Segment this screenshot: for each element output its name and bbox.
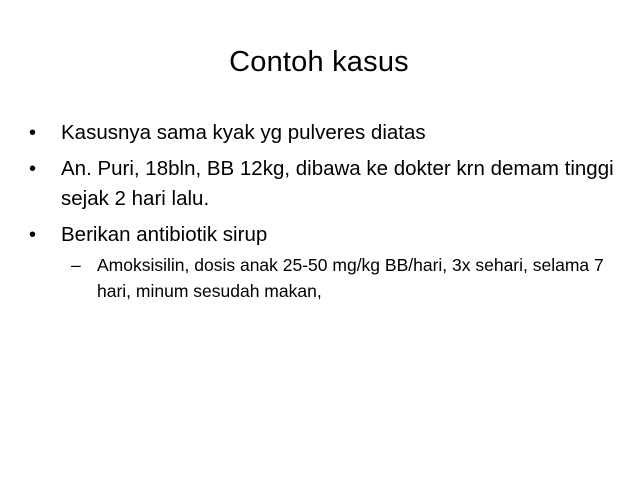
bullet-text: An. Puri, 18bln, BB 12kg, dibawa ke dokter krn demam tinggi sejak 2 hari lalu.: [61, 157, 614, 210]
slide-title: Contoh kasus: [229, 46, 409, 78]
bullet-marker: •: [29, 224, 37, 246]
bullet-item: [29, 154, 619, 214]
bullet-marker: •: [29, 122, 37, 144]
bullet-item: [29, 220, 619, 304]
bullet-list: [29, 118, 619, 310]
bullet-item: [29, 118, 619, 148]
sub-bullet-item: [71, 252, 619, 304]
dash-marker: –: [71, 255, 81, 275]
sub-bullet-text: Amoksisilin, dosis anak 25-50 mg/kg BB/hari, 3x sehari, selama 7 hari, minum sesudah makan,: [97, 255, 604, 301]
bullet-text: Berikan antibiotik sirup: [61, 223, 268, 246]
bullet-text: Kasusnya sama kyak yg pulveres diatas: [61, 121, 426, 144]
bullet-marker: •: [29, 158, 37, 180]
sub-bullet-list: [61, 252, 619, 304]
